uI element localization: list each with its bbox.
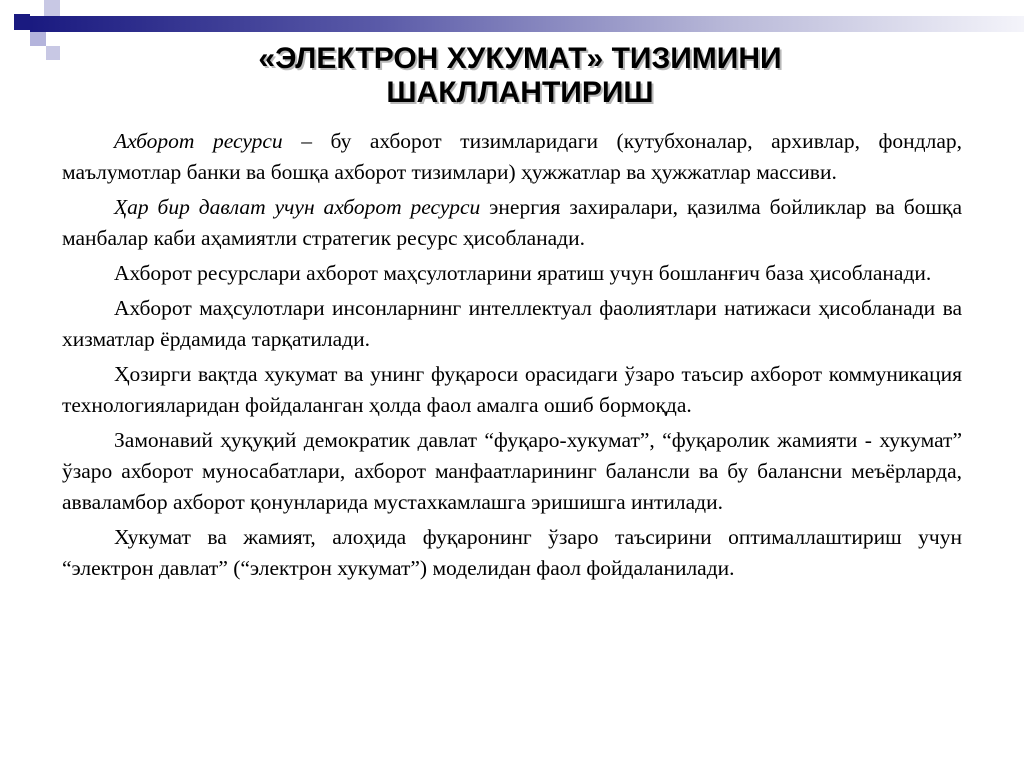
paragraph-text: Ҳозирги вақтда хукумат ва унинг фуқароси орасидаги ўзаро таъсир ахборот коммуникация технологияларидан фойдаланган ҳолда фаол амалга ошиб бормоқда.	[62, 362, 962, 417]
paragraph-text: энергия захиралари, қазилма бойликлар ва бошқа манбалар каби аҳамиятли стратегик ресурс ҳисобланади.	[62, 195, 962, 250]
paragraph-emphasis: Ҳар бир давлат учун ахборот ресурси	[114, 195, 481, 219]
paragraph	[62, 126, 962, 188]
paragraph	[62, 192, 962, 254]
paragraph-text: Замонавий ҳуқуқий демократик давлат “фуқаро-хукумат”, “фуқаролик жамияти - хукумат” ўзаро ахборот муносабатлари, ахборот манфаатларининг балансли ва бу балансни меъёрларда, авваламбор ахборот қонунларида мустахкамлашга эришишга интилади.	[62, 428, 962, 514]
paragraph	[62, 293, 962, 355]
paragraph-text: Ахборот маҳсулотлари инсонларнинг интеллектуал фаолиятлари натижаси ҳисобланади ва хизматлар ёрдамида тарқатилади.	[62, 296, 962, 351]
body-text	[62, 126, 962, 588]
paragraph	[62, 425, 962, 518]
paragraph	[62, 258, 962, 289]
paragraph-text: – бу ахборот тизимларидаги (кутубхоналар, архивлар, фондлар, маълумотлар банки ва бошқа ахборот тизимлари) ҳужжатлар ва ҳужжатлар массиви.	[62, 129, 963, 184]
deco-square-light	[44, 0, 60, 16]
title-line-2: ШАКЛЛАНТИРИШ	[386, 76, 654, 109]
paragraph	[62, 522, 962, 584]
deco-square-light	[30, 30, 46, 46]
top-gradient-bar	[30, 16, 1024, 32]
deco-square-dark	[14, 14, 30, 30]
paragraph-text: Хукумат ва жамият, алоҳида фуқаронинг ўзаро таъсирини оптималлаштириш учун “электрон давлат” (“электрон хукумат”) моделидан фаол фойдаланилади.	[62, 525, 962, 580]
page-title	[120, 42, 920, 110]
paragraph	[62, 359, 962, 421]
title-line-1: «ЭЛЕКТРОН ХУКУМАТ» ТИЗИМИНИ	[258, 42, 782, 75]
paragraph-emphasis: Ахборот ресурси	[114, 129, 283, 153]
deco-square-light	[46, 46, 60, 60]
paragraph-text: Ахборот ресурслари ахборот маҳсулотларини яратиш учун бошланғич база ҳисобланади.	[114, 261, 932, 285]
